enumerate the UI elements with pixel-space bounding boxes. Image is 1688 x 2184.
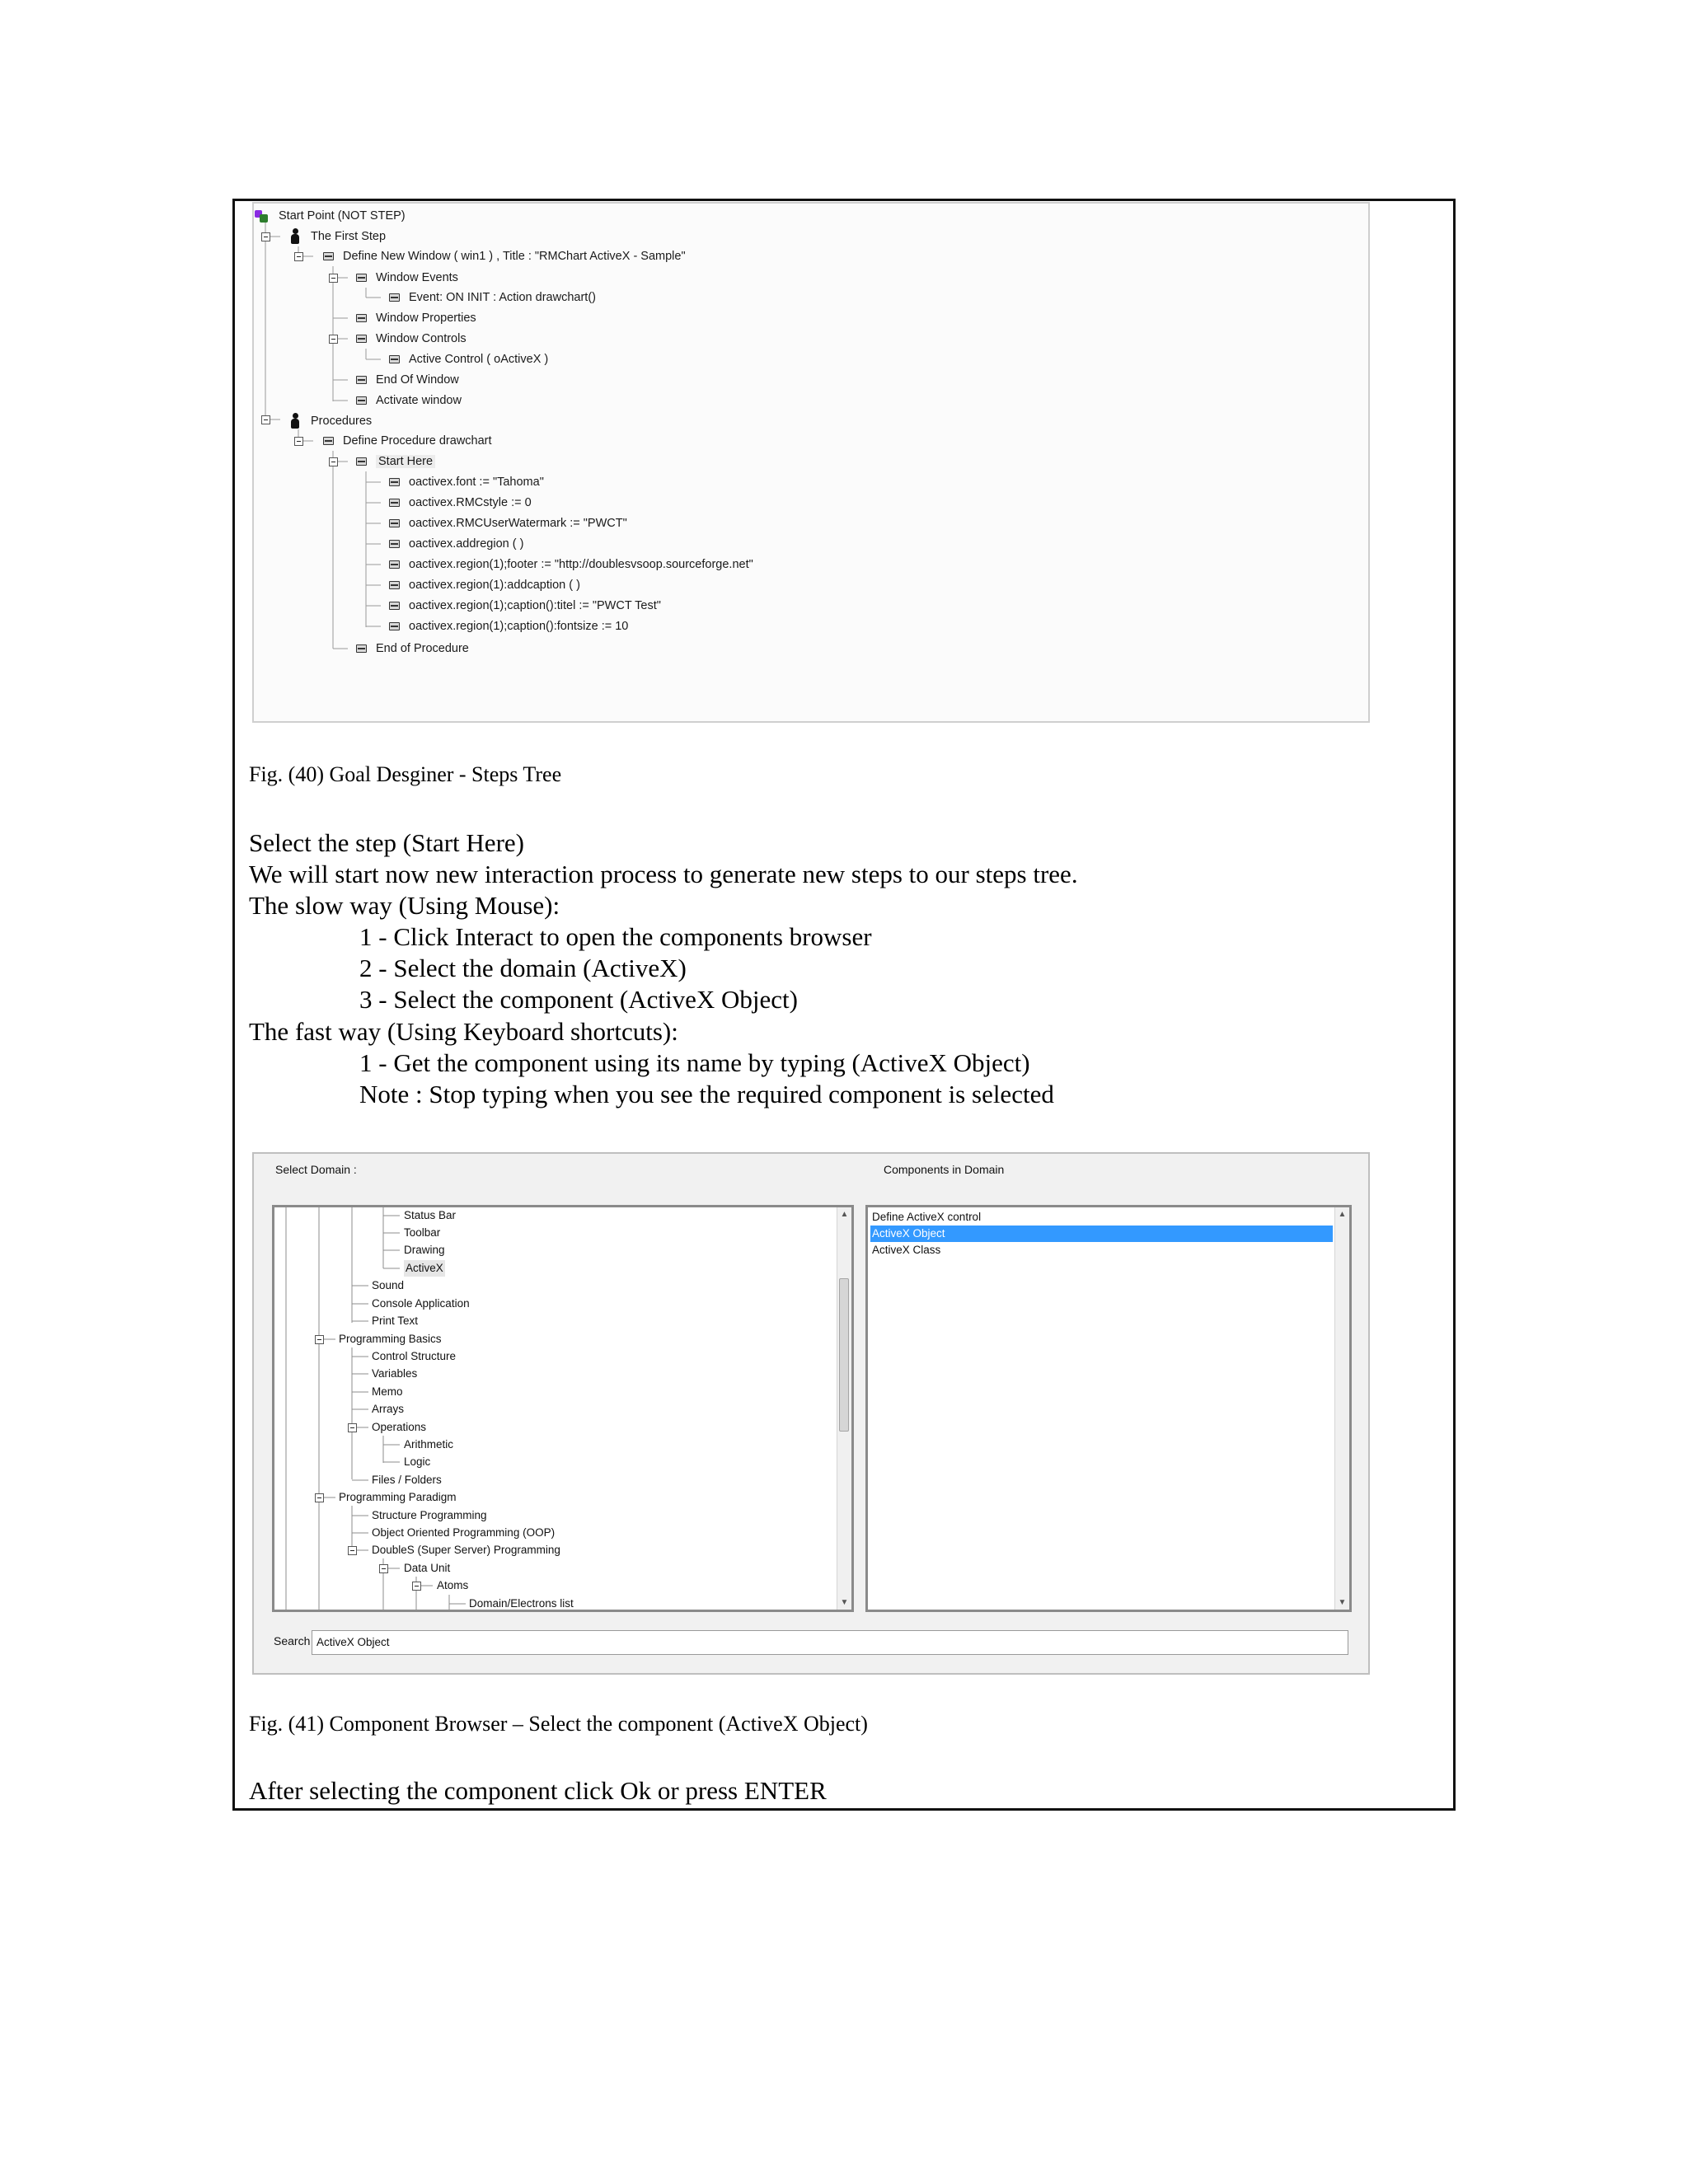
collapse-toggle-icon[interactable] [261, 415, 270, 424]
tree-node[interactable]: oactivex.font := "Tahoma" [389, 472, 544, 492]
domain-item[interactable]: Drawing [404, 1244, 445, 1256]
tree-node[interactable]: Window Properties [356, 308, 476, 328]
domain-item[interactable]: Arithmetic [404, 1438, 454, 1451]
person-icon [290, 413, 300, 429]
fast-way-heading: The fast way (Using Keyboard shortcuts): [249, 1017, 678, 1046]
tree-node[interactable]: oactivex.addregion ( ) [389, 534, 523, 554]
step-icon [389, 355, 400, 363]
domain-item[interactable]: Arrays [372, 1403, 405, 1415]
tree-node[interactable]: Activate window [356, 391, 462, 410]
step-icon [356, 644, 367, 653]
domain-item[interactable]: Structure Programming [372, 1509, 487, 1521]
domain-item[interactable]: DoubleS (Super Server) Programming [372, 1544, 560, 1556]
domain-item[interactable]: Console Application [372, 1297, 470, 1310]
collapse-toggle-icon[interactable] [315, 1493, 324, 1502]
instruction-intro: We will start now new interaction process to generate new steps to our steps tree. [249, 860, 1078, 888]
tree-node[interactable]: oactivex.region(1);caption():titel := "PWCT Test" [389, 596, 661, 616]
tree-node[interactable]: oactivex.region(1);caption():fontsize := 10 [389, 616, 628, 636]
select-domain-label: Select Domain : [275, 1163, 357, 1176]
slow-step-1: 1 - Click Interact to open the components browser [359, 922, 872, 951]
step-icon [389, 478, 400, 486]
domain-item[interactable]: Print Text [372, 1315, 419, 1327]
step-icon [356, 335, 367, 343]
domain-item[interactable]: Sound [372, 1279, 405, 1291]
components-scrollbar[interactable] [1334, 1207, 1349, 1610]
component-item[interactable]: Define ActiveX control [872, 1211, 982, 1223]
steps-tree-screenshot [252, 202, 1370, 723]
fast-step-1: 1 - Get the component using its name by typing (ActiveX Object) [359, 1048, 1030, 1077]
closing-instruction: After selecting the component click Ok or press ENTER [249, 1776, 827, 1805]
tree-node[interactable]: Window Controls [356, 329, 467, 349]
tree-node-start-here[interactable]: Start Here [356, 452, 435, 471]
component-item-selected[interactable]: ActiveX Object [870, 1226, 1333, 1242]
scroll-down-arrow-icon[interactable]: ▼ [840, 1598, 849, 1607]
step-icon [323, 437, 334, 445]
slow-step-2: 2 - Select the domain (ActiveX) [359, 954, 687, 982]
domain-item[interactable]: Programming Paradigm [339, 1491, 457, 1503]
collapse-toggle-icon[interactable] [379, 1564, 388, 1573]
step-icon [389, 581, 400, 589]
domain-item[interactable]: Atoms [437, 1579, 469, 1591]
component-browser-screenshot [252, 1152, 1370, 1675]
domain-item[interactable]: Memo [372, 1385, 403, 1398]
domain-tree-panel[interactable] [272, 1205, 854, 1612]
step-icon [389, 499, 400, 507]
instruction-select-step: Select the step (Start Here) [249, 828, 524, 857]
domain-item[interactable]: Variables [372, 1367, 418, 1380]
domain-item-activex[interactable]: ActiveX [404, 1260, 445, 1277]
tree-node[interactable]: oactivex.region(1);footer := "http://doublesvsoop.sourceforge.net" [389, 555, 753, 574]
domain-item[interactable]: Data Unit [404, 1562, 451, 1574]
domain-item[interactable]: Object Oriented Programming (OOP) [372, 1526, 556, 1539]
components-in-domain-label: Components in Domain [884, 1163, 1005, 1176]
person-icon [290, 228, 300, 245]
step-icon [356, 314, 367, 322]
collapse-toggle-icon[interactable] [294, 252, 303, 261]
search-input[interactable]: ActiveX Object [312, 1630, 1348, 1655]
figure-41-caption: Fig. (41) Component Browser – Select the component (ActiveX Object) [249, 1712, 868, 1736]
step-icon [389, 622, 400, 630]
search-label: Search [274, 1634, 311, 1647]
tree-node[interactable]: Event: ON INIT : Action drawchart() [389, 288, 596, 307]
tree-node[interactable]: Start Point (NOT STEP) [254, 206, 406, 226]
collapse-toggle-icon[interactable] [348, 1423, 357, 1432]
tree-node[interactable]: oactivex.RMCUserWatermark := "PWCT" [389, 513, 627, 533]
step-icon [323, 252, 334, 260]
tree-node[interactable]: End of Procedure [356, 639, 469, 658]
collapse-toggle-icon[interactable] [261, 232, 270, 241]
tree-node[interactable]: Define Procedure drawchart [323, 431, 492, 451]
tree-node[interactable]: oactivex.region(1):addcaption ( ) [389, 575, 580, 595]
tree-node[interactable]: oactivex.RMCstyle := 0 [389, 493, 532, 513]
domain-item[interactable]: Files / Folders [372, 1474, 442, 1486]
step-icon [389, 560, 400, 569]
scroll-down-arrow-icon[interactable]: ▼ [1338, 1598, 1347, 1607]
domain-item[interactable]: Logic [404, 1455, 431, 1468]
domain-item[interactable]: Domain/Electrons list [469, 1597, 574, 1610]
tree-node[interactable]: End Of Window [356, 370, 459, 390]
collapse-toggle-icon[interactable] [329, 274, 338, 283]
collapse-toggle-icon[interactable] [315, 1335, 324, 1344]
domain-item[interactable]: Toolbar [404, 1226, 441, 1239]
tree-node[interactable]: Active Control ( oActiveX ) [389, 349, 548, 369]
figure-40-caption: Fig. (40) Goal Desginer - Steps Tree [249, 762, 562, 786]
domain-tree-scrollbar[interactable] [837, 1207, 851, 1610]
step-icon [389, 519, 400, 527]
collapse-toggle-icon[interactable] [348, 1546, 357, 1555]
tree-node[interactable]: Define New Window ( win1 ) , Title : "RMChart ActiveX - Sample" [323, 246, 686, 266]
tree-node[interactable]: Window Events [356, 268, 458, 288]
tree-node[interactable]: Procedures [290, 411, 372, 431]
collapse-toggle-icon[interactable] [294, 437, 303, 446]
collapse-toggle-icon[interactable] [412, 1582, 421, 1591]
step-icon [389, 602, 400, 610]
step-icon [389, 293, 400, 302]
tree-node[interactable]: The First Step [290, 227, 386, 246]
step-icon [356, 274, 367, 282]
domain-item[interactable]: Status Bar [404, 1209, 457, 1221]
scrollbar-thumb[interactable] [839, 1278, 849, 1432]
start-point-icon [254, 209, 269, 223]
domain-item[interactable]: Control Structure [372, 1350, 457, 1362]
component-item[interactable]: ActiveX Class [872, 1244, 941, 1256]
step-icon [356, 457, 367, 466]
components-list-panel[interactable] [865, 1205, 1352, 1612]
domain-item[interactable]: Operations [372, 1421, 427, 1433]
scroll-up-arrow-icon[interactable]: ▲ [1338, 1210, 1347, 1219]
fast-step-note: Note : Stop typing when you see the required component is selected [359, 1080, 1054, 1108]
collapse-toggle-icon[interactable] [329, 335, 338, 344]
slow-step-3: 3 - Select the component (ActiveX Object) [359, 985, 798, 1014]
collapse-toggle-icon[interactable] [329, 457, 338, 466]
step-icon [389, 540, 400, 548]
step-icon [356, 376, 367, 384]
domain-item[interactable]: Programming Basics [339, 1333, 442, 1345]
scroll-up-arrow-icon[interactable]: ▲ [840, 1210, 849, 1219]
step-icon [356, 396, 367, 405]
slow-way-heading: The slow way (Using Mouse): [249, 891, 560, 920]
